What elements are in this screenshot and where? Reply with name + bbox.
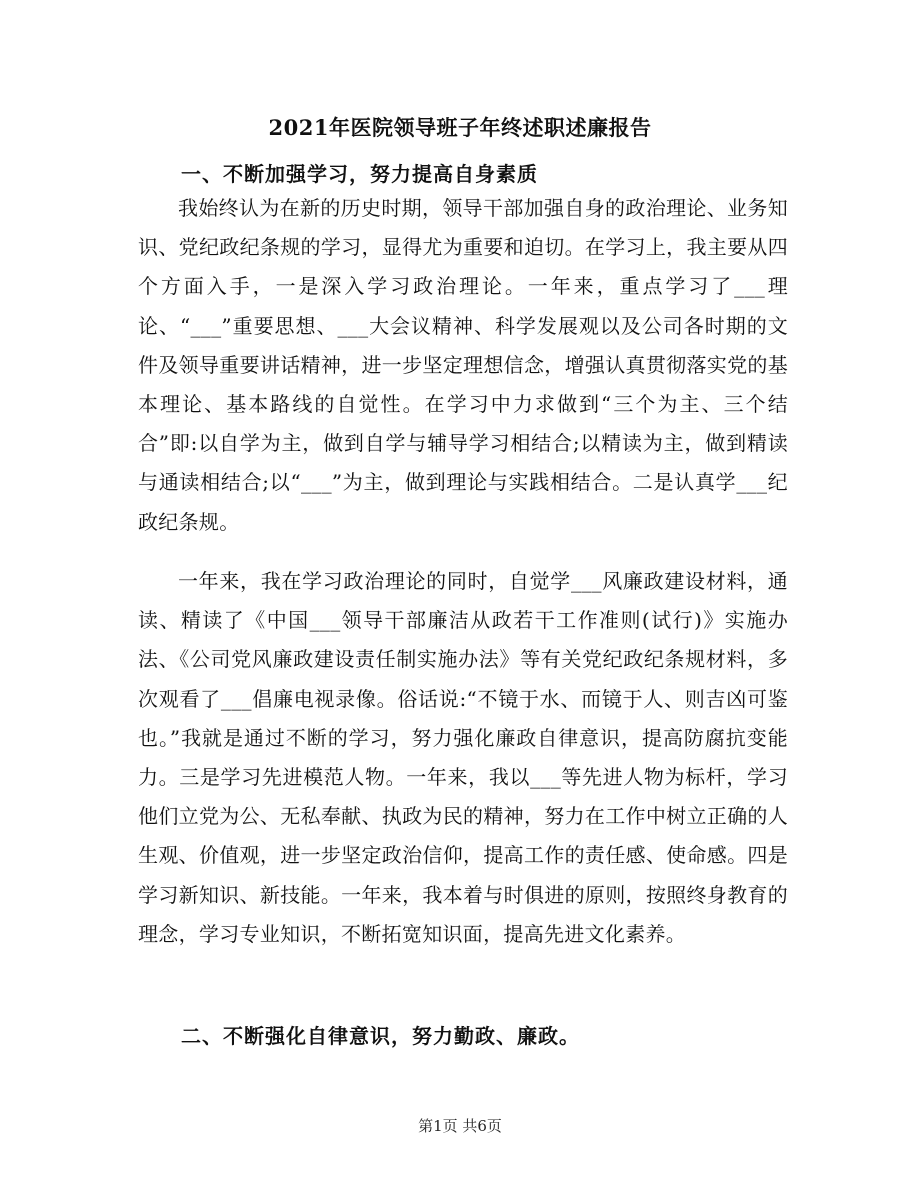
section-heading-2: 二、不断强化自律意识，努力勤政、廉政。 [181, 1024, 580, 1048]
body-paragraph-2: 一年来，我在学习政治理论的同时，自觉学___风廉政建设材料，通读、精读了《中国___领导干部廉洁从政若干工作准则(试行)》实施办法、《公司党风廉政建设责任制实施办法》等有关党纪政纪条规材料，多次观看了___倡廉电视录像。俗话说:“不镜于水、而镜于人、则吉凶可鉴也。”我就是通过不断的学习，努力强化廉政自律意识，提高防腐抗变能力。三是学习先进模范人物。一年来，我以___等先进人物为标杆，学习他们立党为公、无私奉献、执政为民的精神，努力在工作中树立正确的人生观、价值观，进一步坚定政治信仰，提高工作的责任感、使命感。四是学习新知识、新技能。一年来，我本着与时俱进的原则，按照终身教育的理念，学习专业知识，不断拓宽知识面，提高先进文化素养。 [138, 569, 788, 946]
body-paragraph-1: 我始终认为在新的历史时期，领导干部加强自身的政治理论、业务知识、党纪政纪条规的学习，显得尤为重要和迫切。在学习上，我主要从四个方面入手，一是深入学习政治理论。一年来，重点学习了___理论、“___”重要思想、___大会议精神、科学发展观以及公司各时期的文件及领导重要讲话精神，进一步坚定理想信念，增强认真贯彻落实党的基本理论、基本路线的自觉性。在学习中力求做到“三个为主、三个结合”即:以自学为主，做到自学与辅导学习相结合;以精读为主，做到精读与通读相结合;以“___”为主，做到理论与实践相结合。二是认真学___纪政纪条规。 [138, 196, 788, 534]
page-number-footer: 第1页 共6页 [418, 1117, 502, 1135]
document-title: 2021年医院领导班子年终述职述廉报告 [268, 115, 652, 140]
section-heading-1: 一、不断加强学习，努力提高自身素质 [181, 162, 538, 186]
